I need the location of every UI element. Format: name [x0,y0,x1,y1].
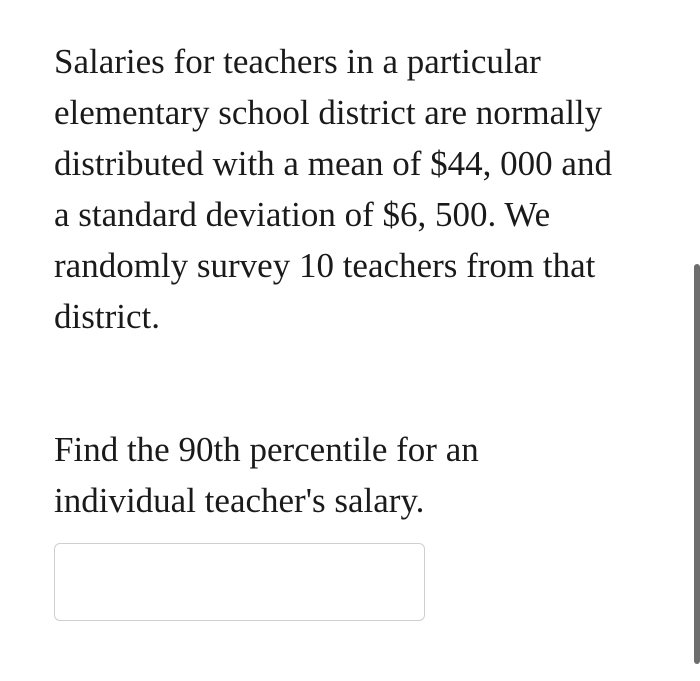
problem-line-3-text: distributed with a mean of [54,144,431,183]
problem-line-2: elementary school district are normally [54,93,603,132]
answer-input[interactable] [54,543,425,621]
problem-line-6: district. [54,297,160,336]
scrollbar[interactable] [694,264,700,664]
problem-line-4-text: a standard deviation of [54,195,383,234]
problem-line-5-text: randomly survey [54,246,299,285]
sample-size: 10 [298,246,334,285]
problem-line-3 [54,144,612,183]
percentile-value: 90th [178,430,241,469]
problem-line-1: Salaries for teachers in a particular [54,42,541,81]
problem-line-3-end: and [552,144,612,183]
problem-statement [54,36,654,342]
problem-line-5-end: teachers from that [333,246,596,285]
question-content [54,36,654,520]
problem-line-4 [54,195,550,234]
problem-line-5 [54,246,595,285]
sd-value: $6, 500 [382,195,488,234]
problem-line-4-end: . We [487,195,551,234]
mean-value: $44, 000 [430,144,553,183]
question-line-2: individual teacher's salary. [54,481,425,520]
question-prompt [54,424,479,526]
question-line-1 [54,430,479,469]
question-line-1-end: percentile for an [240,430,479,469]
question-line-1-text: Find the [54,430,179,469]
